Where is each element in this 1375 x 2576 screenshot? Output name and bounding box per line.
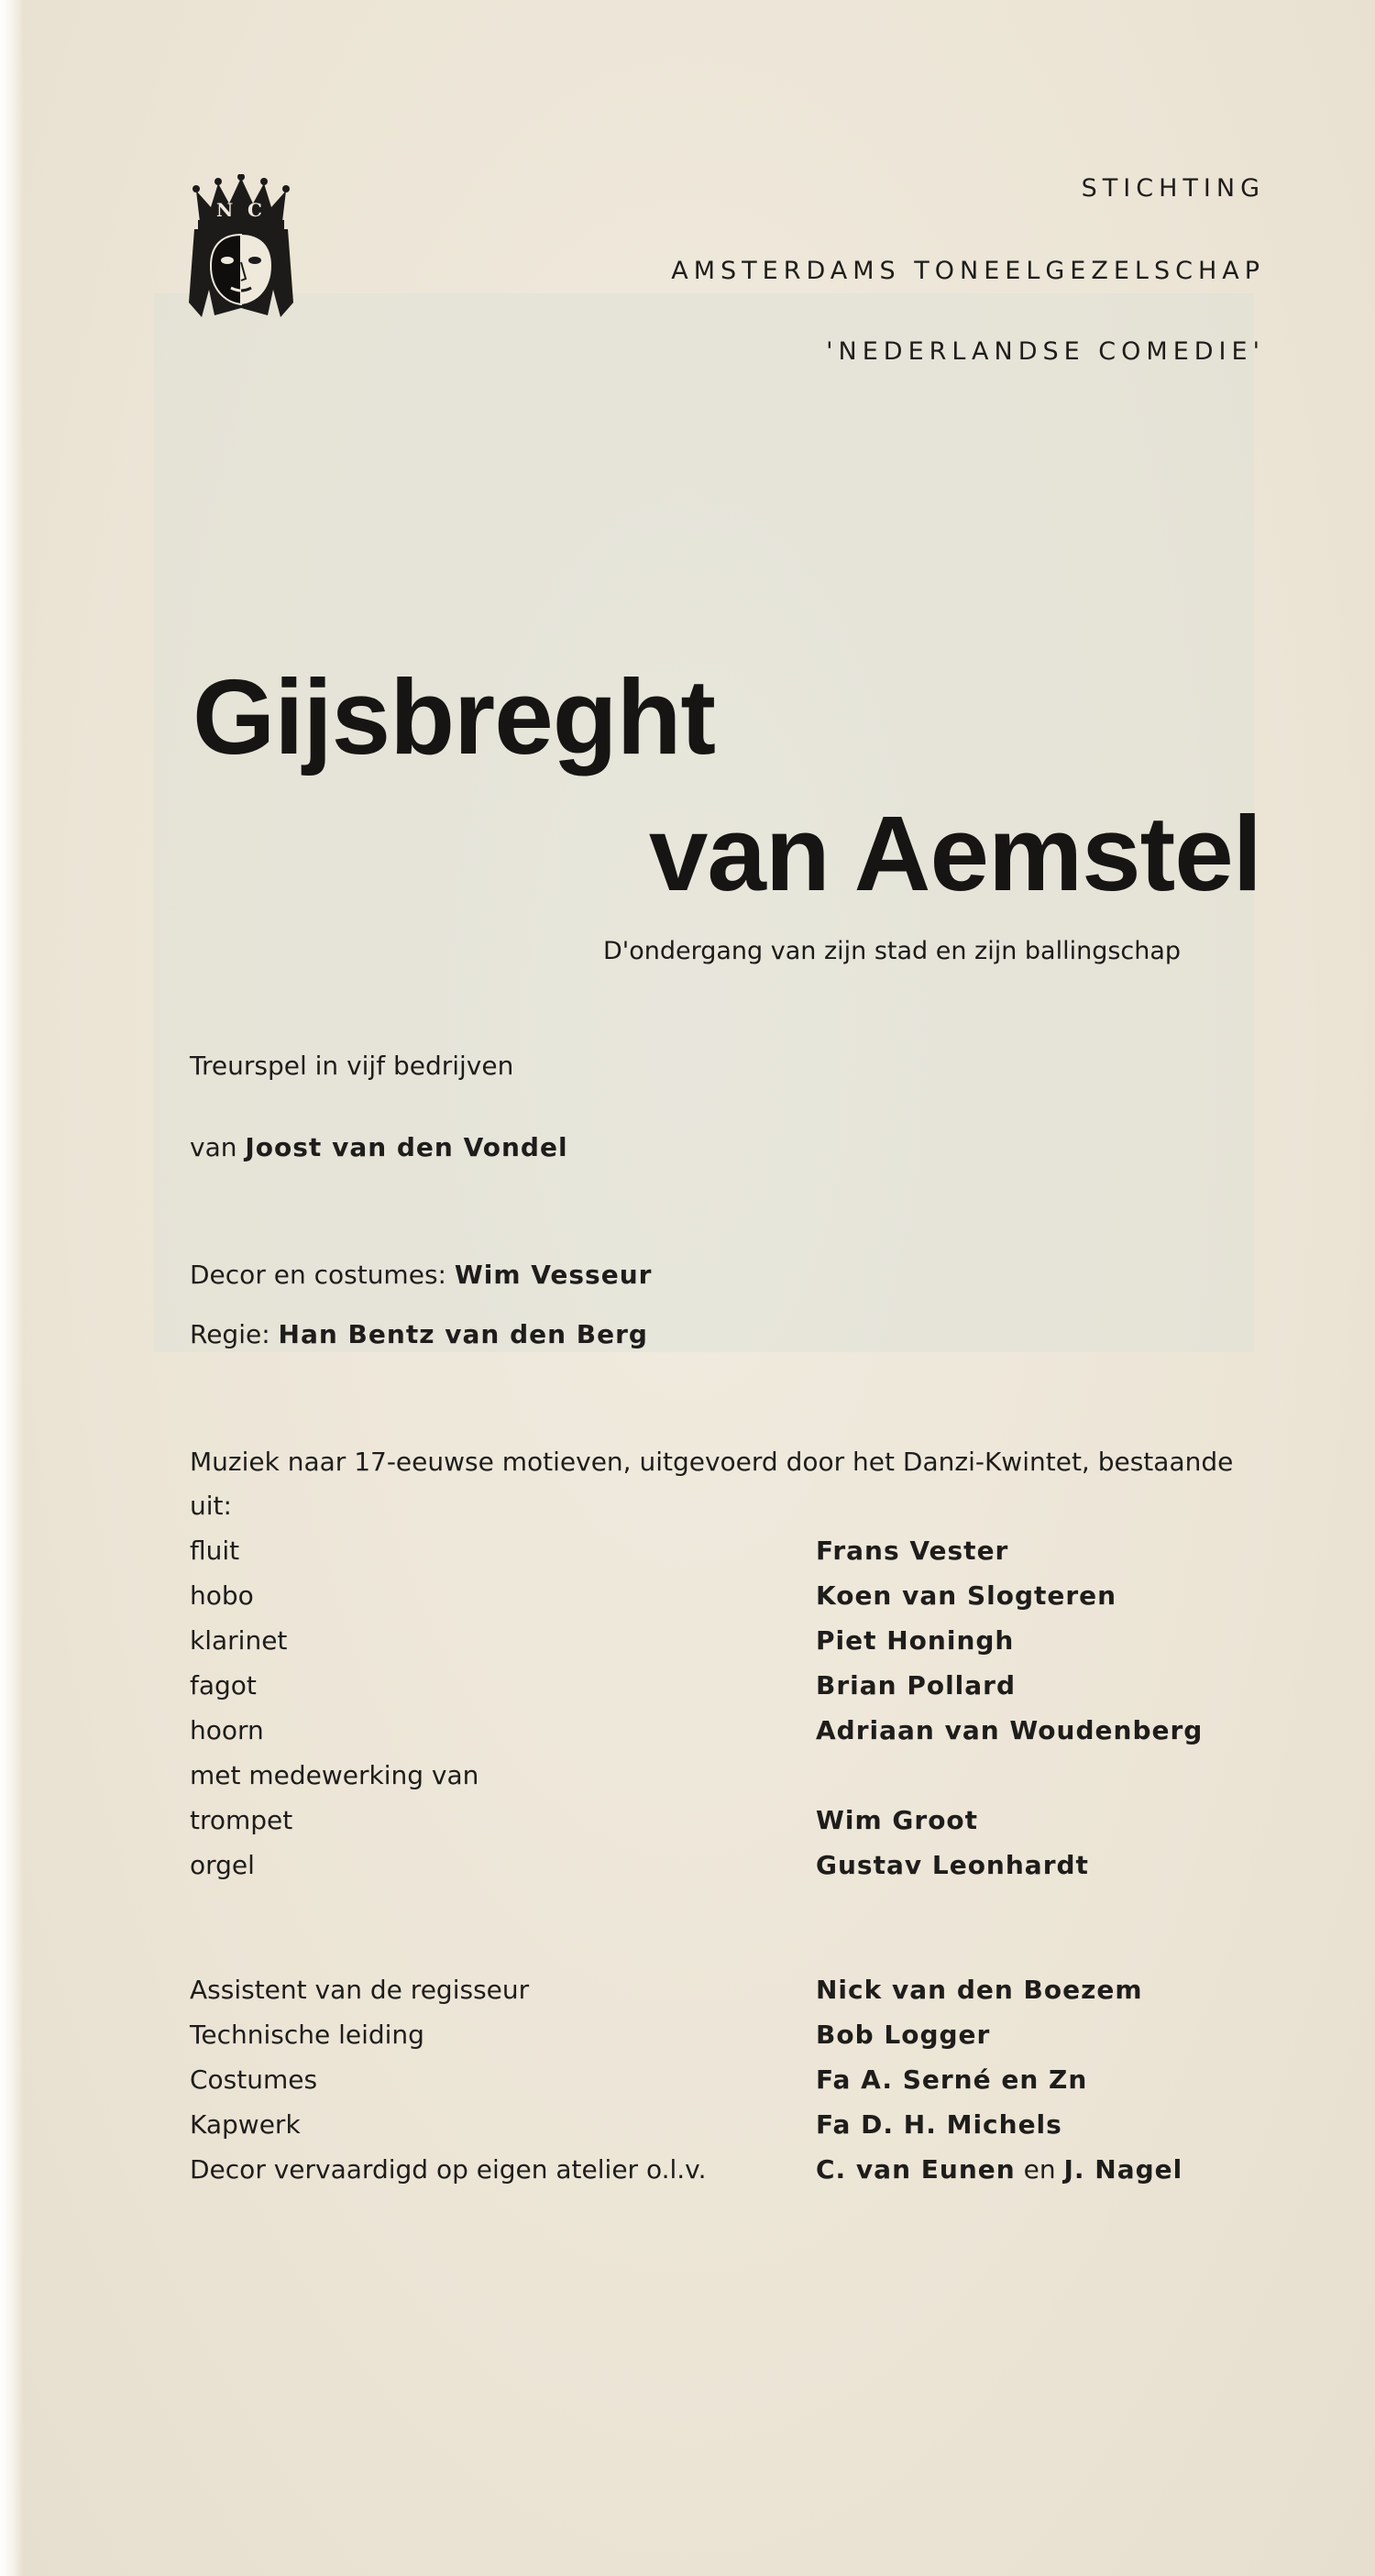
- crew-name: Fa D. H. Michels: [816, 2109, 1062, 2140]
- author-line: [190, 1132, 568, 1162]
- music-name: Gustav Leonhardt: [816, 1850, 1089, 1880]
- decor-label: Decor en costumes:: [190, 1260, 455, 1290]
- music-name: Wim Groot: [816, 1805, 979, 1835]
- header-stichting: STICHTING: [1081, 174, 1265, 203]
- title-line-2: van Aemstel: [648, 794, 1261, 913]
- decor-line: [190, 1260, 652, 1290]
- music-role: fluit: [190, 1536, 240, 1566]
- crew-role: Costumes: [190, 2064, 318, 2095]
- crew-role: Assistent van de regisseur: [190, 1975, 530, 2005]
- regie-line: [190, 1319, 648, 1349]
- subtitle: D'ondergang van zijn stad en zijn ballingschap: [603, 937, 1182, 965]
- music-role: orgel: [190, 1850, 255, 1880]
- crew-name: Nick van den Boezem: [816, 1975, 1143, 2005]
- music-role: fagot: [190, 1670, 257, 1701]
- page-edge: [0, 0, 24, 2576]
- author-prefix: van: [190, 1132, 246, 1162]
- crew-name: Bob Logger: [816, 2020, 991, 2050]
- music-name: Adriaan van Woudenberg: [816, 1715, 1204, 1745]
- genre: Treurspel in vijf bedrijven: [190, 1051, 514, 1081]
- regie-name: Han Bentz van den Berg: [278, 1319, 648, 1349]
- music-name: Brian Pollard: [816, 1670, 1017, 1701]
- music-name: Piet Honingh: [816, 1625, 1015, 1656]
- music-intro: Muziek naar 17-eeuwse motieven, uitgevoerd door het Danzi-Kwintet, bestaande: [190, 1447, 1234, 1477]
- crew-role: Kapwerk: [190, 2109, 301, 2140]
- music-intro-cont: uit:: [190, 1491, 232, 1521]
- svg-text:C: C: [248, 199, 262, 221]
- music-role: hoorn: [190, 1715, 264, 1745]
- crew-name-a: C. van Eunen: [816, 2154, 1016, 2185]
- music-name: Frans Vester: [816, 1536, 1009, 1566]
- crew-conjunction: en: [1015, 2154, 1064, 2185]
- music-role: met medewerking van: [190, 1760, 479, 1790]
- crew-role: Technische leiding: [190, 2020, 424, 2050]
- crew-name-b: J. Nagel: [1063, 2154, 1183, 2185]
- crew-name: Fa A. Serné en Zn: [816, 2064, 1088, 2095]
- svg-text:N: N: [216, 199, 234, 221]
- music-role: klarinet: [190, 1625, 288, 1656]
- music-role: hobo: [190, 1580, 254, 1611]
- music-role: trompet: [190, 1805, 293, 1835]
- author-name: Joost van den Vondel: [245, 1132, 568, 1162]
- header-comedie: 'NEDERLANDSE COMEDIE': [826, 337, 1265, 366]
- regie-label: Regie:: [190, 1319, 279, 1349]
- title-line-1: Gijsbreght: [192, 657, 716, 776]
- theatre-mask-crown-icon: [187, 174, 295, 321]
- decor-name: Wim Vesseur: [454, 1260, 653, 1290]
- header-company: AMSTERDAMS TONEELGEZELSCHAP: [671, 257, 1265, 285]
- crew-role: Decor vervaardigd op eigen atelier o.l.v.: [190, 2154, 707, 2185]
- crew-name: [816, 2154, 1182, 2185]
- music-name: Koen van Slogteren: [816, 1580, 1117, 1611]
